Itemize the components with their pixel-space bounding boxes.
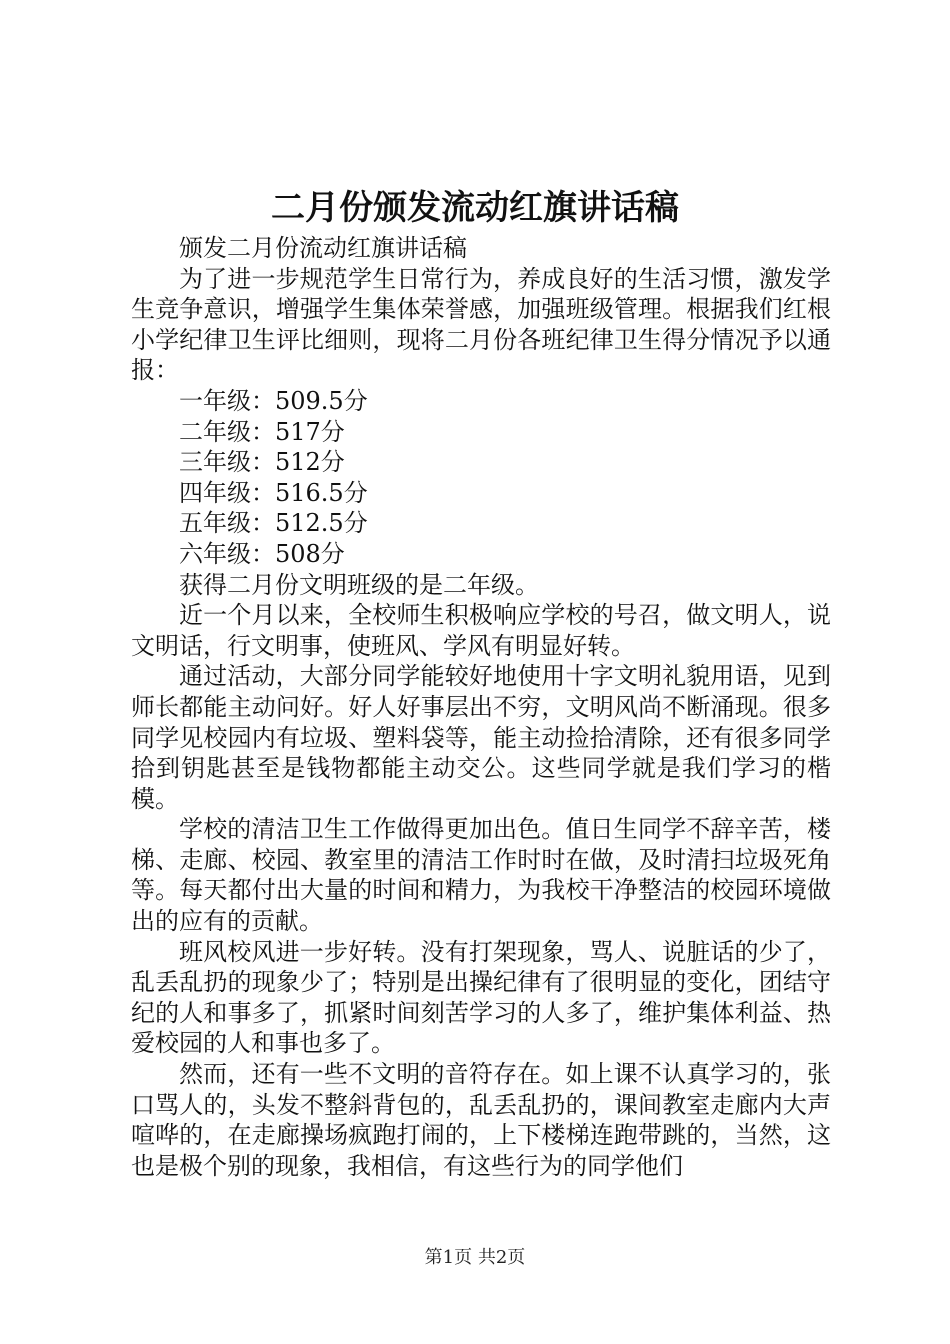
page-footer: 第1页 共2页 — [424, 1247, 526, 1268]
body-paragraph: 通过活动，大部分同学能较好地使用十字文明礼貌用语，见到师长都能主动问好。好人好事层出不穷，文明风尚不断涌现。很多同学见校园内有垃圾、塑料袋等，能主动捡拾清除，还有很多同学拾到钥匙甚至是钱物都能主动交公。这些同学就是我们学习的楷模。 — [131, 662, 831, 813]
subtitle-paragraph: 颁发二月份流动红旗讲话稿 — [179, 234, 467, 262]
score-grade-3: 三年级：512分 — [179, 448, 345, 477]
document-body — [131, 233, 831, 1181]
score-grade-5: 五年级：512.5分 — [179, 509, 368, 538]
winner-paragraph: 获得二月份文明班级的是二年级。 — [179, 570, 539, 599]
score-grade-2: 二年级：517分 — [179, 417, 345, 446]
score-grade-4: 四年级：516.5分 — [179, 478, 368, 507]
body-paragraph: 近一个月以来，全校师生积极响应学校的号召，做文明人，说文明话，行文明事，使班风、学风有明显好转。 — [131, 601, 831, 660]
score-grade-1: 一年级：509.5分 — [179, 386, 368, 415]
body-paragraph: 学校的清洁卫生工作做得更加出色。值日生同学不辞辛苦，楼梯、走廊、校园、教室里的清洁工作时时在做，及时清扫垃圾死角等。每天都付出大量的时间和精力，为我校干净整洁的校园环境做出的应有的贡献。 — [131, 815, 831, 936]
body-paragraph: 班风校风进一步好转。没有打架现象，骂人、说脏话的少了，乱丢乱扔的现象少了；特别是出操纪律有了很明显的变化，团结守纪的人和事多了，抓紧时间刻苦学习的人多了，维护集体利益、热爱校园的人和事也多了。 — [131, 937, 831, 1058]
score-grade-6: 六年级：508分 — [179, 539, 345, 568]
document-title: 二月份颁发流动红旗讲话稿 — [271, 188, 679, 228]
body-paragraph: 然而，还有一些不文明的音符存在。如上课不认真学习的，张口骂人的，头发不整斜背包的，乱丢乱扔的，课间教室走廊内大声喧哗的，在走廊操场疯跑打闹的，上下楼梯连跑带跳的，当然，这也是极个别的现象，我相信，有这些行为的同学他们 — [131, 1060, 831, 1180]
intro-paragraph: 为了进一步规范学生日常行为，养成良好的生活习惯，激发学生竞争意识，增强学生集体荣誉感，加强班级管理。根据我们红根小学纪律卫生评比细则，现将二月份各班纪律卫生得分情况予以通报： — [131, 264, 831, 385]
